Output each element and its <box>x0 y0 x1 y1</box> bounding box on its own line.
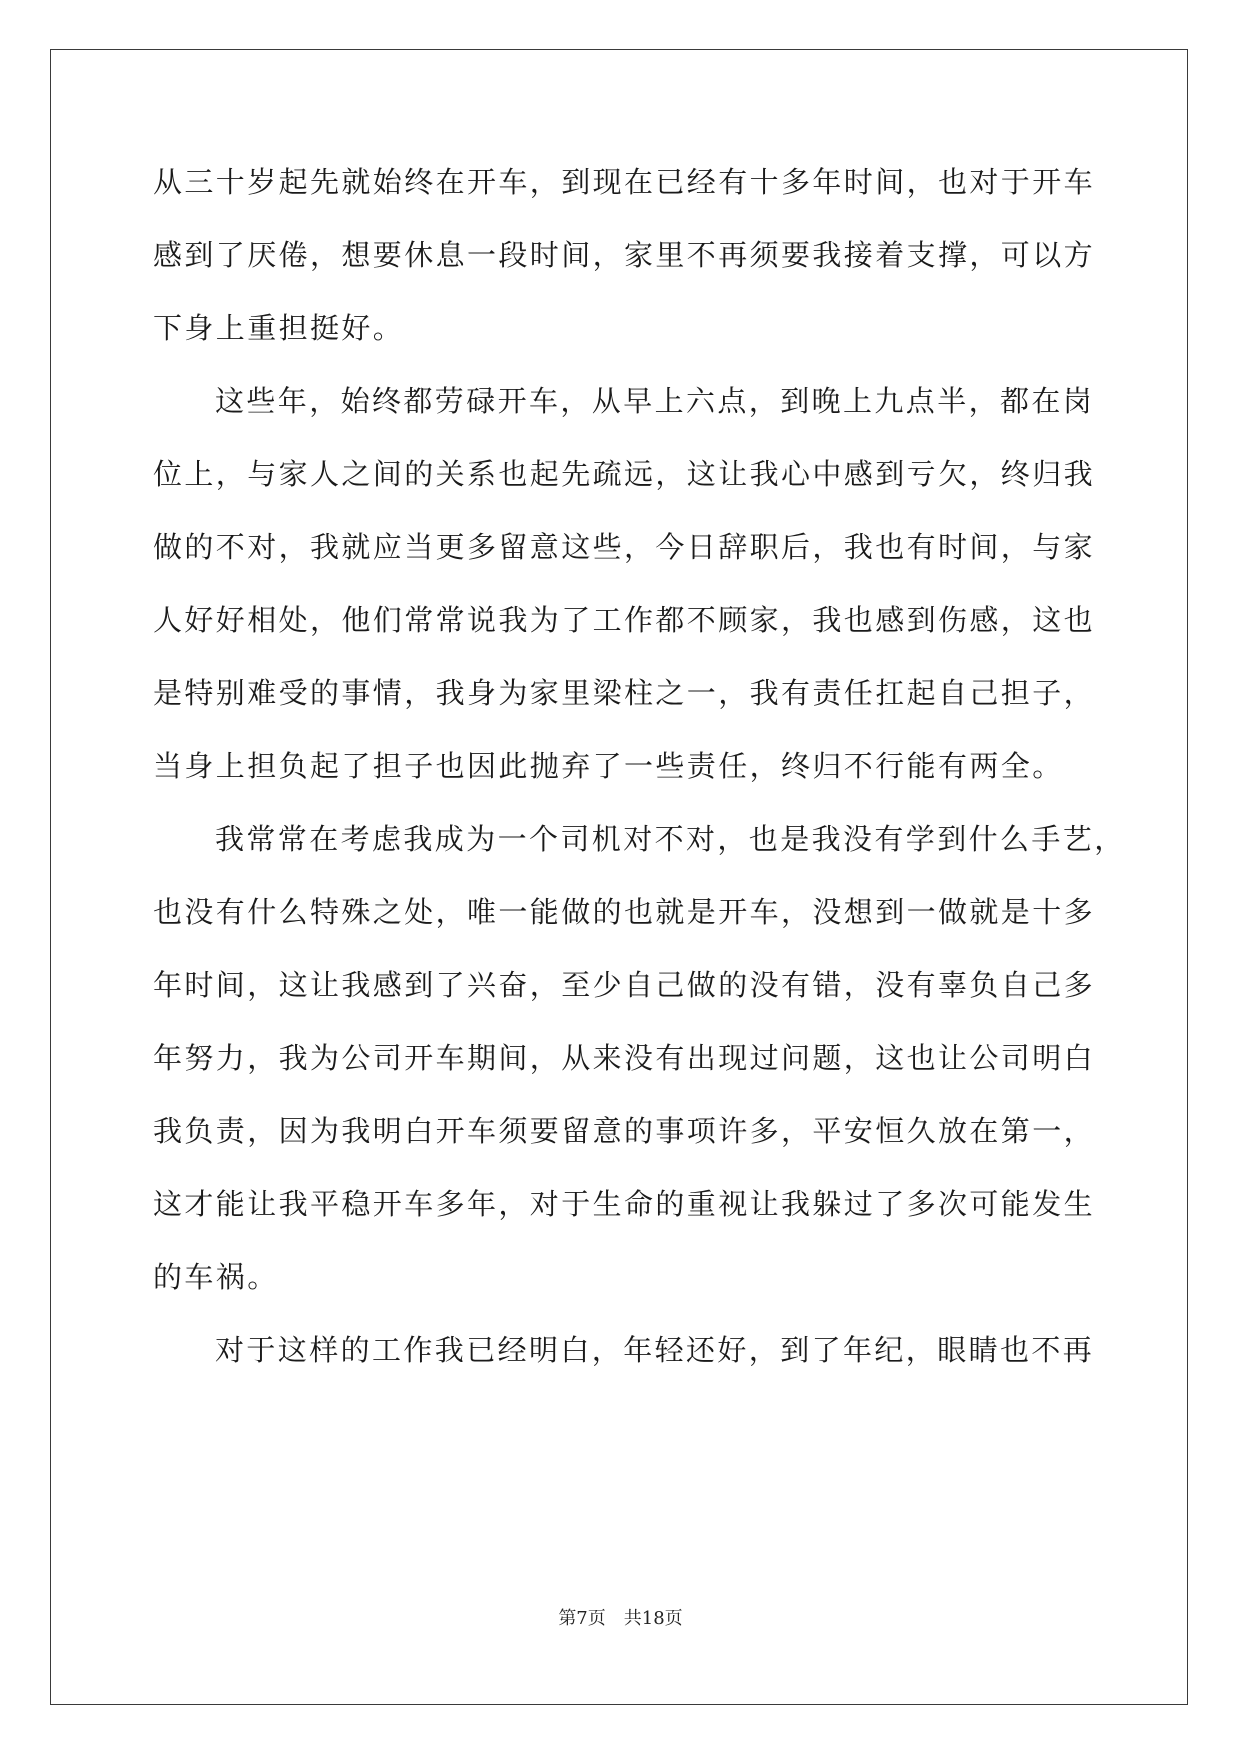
text-line: 从三十岁起先就始终在开车，到现在已经有十多年时间，也对于开车 <box>153 165 1096 199</box>
text-line: 是特别难受的事情，我身为家里梁柱之一，我有责任扛起自己担子， <box>153 676 1096 710</box>
text-line: 的车祸。 <box>153 1260 279 1294</box>
text-line: 人好好相处，他们常常说我为了工作都不顾家，我也感到伤感，这也 <box>153 603 1096 637</box>
text-line: 也没有什么特殊之处，唯一能做的也就是开车，没想到一做就是十多 <box>153 895 1096 929</box>
text-line: 位上，与家人之间的关系也起先疏远，这让我心中感到亏欠，终归我 <box>153 457 1096 491</box>
paragraph-first-line: 对于这样的工作我已经明白，年轻还好，到了年纪，眼睛也不再 <box>215 1333 1095 1367</box>
paragraph-first-line: 我常常在考虑我成为一个司机对不对，也是我没有学到什么手艺， <box>215 822 1126 856</box>
text-line: 这才能让我平稳开车多年，对于生命的重视让我躲过了多次可能发生 <box>153 1187 1096 1221</box>
total-page-count: 共18页 <box>623 1608 683 1629</box>
page-footer <box>0 1604 1241 1630</box>
text-line: 我负责，因为我明白开车须要留意的事项许多，平安恒久放在第一， <box>153 1114 1096 1148</box>
current-page-number: 第7页 <box>558 1608 606 1629</box>
text-line: 年努力，我为公司开车期间，从来没有出现过问题，这也让公司明白 <box>153 1041 1096 1075</box>
text-line: 当身上担负起了担子也因此抛弃了一些责任，终归不行能有两全。 <box>153 749 1064 783</box>
text-line: 年时间，这让我感到了兴奋，至少自己做的没有错，没有辜负自己多 <box>153 968 1096 1002</box>
paragraph-first-line: 这些年，始终都劳碌开车，从早上六点，到晚上九点半，都在岗 <box>215 384 1095 418</box>
text-line: 做的不对，我就应当更多留意这些，今日辞职后，我也有时间，与家 <box>153 530 1096 564</box>
page-border <box>50 49 1188 1705</box>
text-line: 感到了厌倦，想要休息一段时间，家里不再须要我接着支撑，可以方 <box>153 238 1096 272</box>
text-line: 下身上重担挺好。 <box>153 311 405 345</box>
